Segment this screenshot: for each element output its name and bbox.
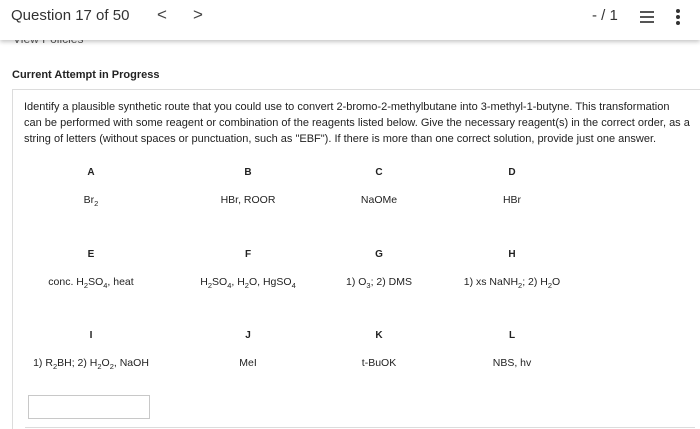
reagent-name: HBr, ROOR xyxy=(220,194,276,206)
reagent-name: conc. $H_2SO_4$, heat xyxy=(48,276,134,291)
question-counter: Question 17 of 50 xyxy=(11,7,130,24)
reagent-letter: A xyxy=(87,167,95,178)
next-question-button[interactable]: > xyxy=(193,5,203,24)
answer-input[interactable] xyxy=(28,395,150,419)
question-text: Identify a plausible synthetic route that you could use to convert 2-bromo-2-methylbutane into 3-methyl-1-butyne. This transformation can be performed with some reagent or combination of the reagents listed below. Give the necessary reagent(s) in the correct order, as a string of letters (without spaces or punctuation, such as "EBF"). If there is more than one correct solution, provide just one answer. xyxy=(24,101,690,145)
reagent-letter: F xyxy=(244,249,252,260)
reagent-name: $Br_2$ xyxy=(83,194,99,209)
reagent-name: MeI xyxy=(239,357,257,369)
reagent-option xyxy=(6,330,176,371)
reagent-letter: H xyxy=(508,249,516,260)
reagent-name: t-BuOK xyxy=(361,357,397,369)
reagent-letter: J xyxy=(245,330,251,341)
reagent-option xyxy=(427,330,597,369)
reagent-letter: K xyxy=(375,330,383,341)
attempt-heading: Current Attempt in Progress xyxy=(12,69,160,81)
reagent-name: 1) $R_2BH$; 2) $H_2O_2$, NaOH xyxy=(33,357,149,372)
vertical-dots-icon[interactable] xyxy=(676,9,680,25)
previous-question-button[interactable]: < xyxy=(157,5,167,24)
reagent-name: 1) $O_3$; 2) DMS xyxy=(345,276,412,291)
reagent-name: $H_2SO_4$, $H_2O$, HgSO$_4$ xyxy=(200,276,296,291)
panel-divider xyxy=(25,427,695,428)
reagent-name: 1) xs NaNH$_2$; 2) $H_2O$ xyxy=(463,276,561,291)
reagent-letter: G xyxy=(375,249,383,260)
top-bar xyxy=(0,0,700,40)
reagent-name: NaOMe xyxy=(360,194,398,206)
reagent-letter: B xyxy=(244,167,252,178)
reagent-letter: L xyxy=(508,330,516,341)
reagent-option xyxy=(427,249,597,290)
reagent-option xyxy=(6,249,176,290)
reagent-letter: E xyxy=(87,249,95,260)
reagent-name: NBS, hv xyxy=(492,357,532,369)
reagent-option xyxy=(427,167,597,206)
reagent-letter: C xyxy=(375,167,383,178)
reagent-option xyxy=(6,167,176,208)
question-panel xyxy=(12,89,700,429)
reagent-letter: D xyxy=(508,167,516,178)
reagent-letter: I xyxy=(89,330,93,341)
reagent-name: HBr xyxy=(502,194,522,206)
score-indicator: - / 1 xyxy=(592,7,618,24)
list-icon[interactable] xyxy=(640,11,654,23)
